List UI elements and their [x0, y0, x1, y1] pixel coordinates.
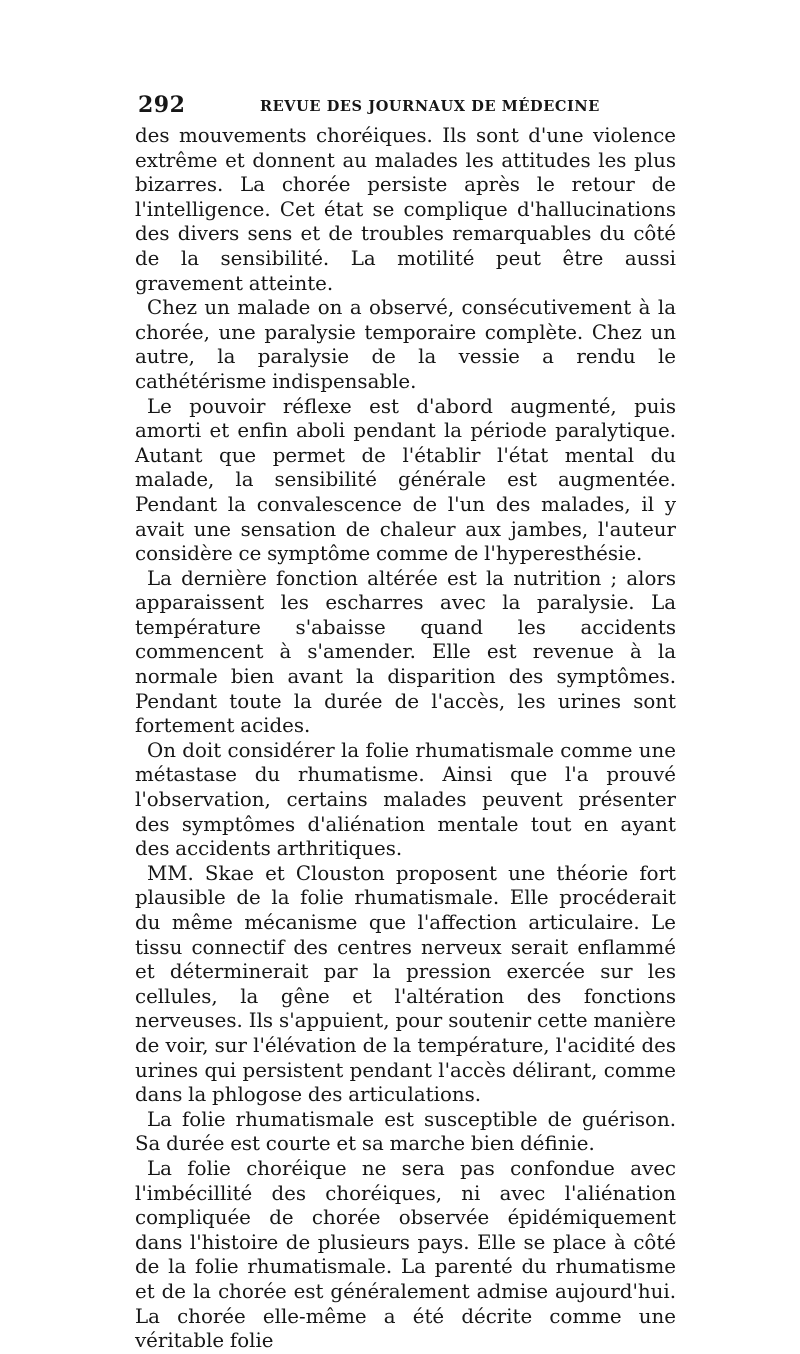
body-text: [135, 124, 676, 1354]
paragraph: La folie rhumatismale est susceptible de guérison. Sa durée est courte et sa marche bien définie.: [135, 1107, 676, 1156]
paragraph: La dernière fonction altérée est la nutrition ; alors apparaissent les escharres avec la paralysie. La température s'abaisse quand les accidents commencent à s'amender. Elle est revenue à la normale bien avant la disparition des symptômes. Pendant toute la durée de l'accès, les urines sont fortement acides.: [135, 566, 676, 738]
paragraph-continuation: des mouvements choréiques. Ils sont d'une violence extrême et donnent au malades les attitudes les plus bizarres. La chorée persiste après le retour de l'intelligence. Cet état se complique d'hallucinations des divers sens et de troubles remarquables du côté de la sensibilité. La motilité peut être aussi gravement atteinte.: [135, 124, 676, 295]
paragraph: Chez un malade on a observé, consécutivement à la chorée, une paralysie temporaire complète. Chez un autre, la paralysie de la vessie a rendu le cathétérisme indispensable.: [135, 296, 676, 393]
paragraph: MM. Skae et Clouston proposent une théorie fort plausible de la folie rhumatismale. Elle procéderait du même mécanisme que l'affection articulaire. Le tissu connectif des centres nerveux serait enflammé et déterminerait par la pression exercée sur les cellules, la gêne et l'altération des fonctions nerveuses. Ils s'appuient, pour soutenir cette manière de voir, sur l'élévation de la température, l'acidité des urines qui persistent pendant l'accès délirant, comme dans la phlogose des articulations.: [135, 861, 676, 1107]
paragraph: Le pouvoir réflexe est d'abord augmenté, puis amorti et enfin aboli pendant la période paralytique. Autant que permet de l'établir l'état mental du malade, la sensibilité générale est augmentée. Pendant la convalescence de l'un des malades, il y avait une sensation de chaleur aux jambes, l'auteur considère ce symptôme comme de l'hyperesthésie.: [135, 394, 676, 566]
running-title: REVUE DES JOURNAUX DE MÉDECINE: [260, 98, 600, 115]
page-number: 292: [138, 92, 186, 118]
paragraph: On doit considérer la folie rhumatismale comme une métastase du rhumatisme. Ainsi que l'a prouvé l'observation, certains malades peuvent présenter des symptômes d'aliénation mentale tout en ayant des accidents arthritiques.: [135, 738, 676, 861]
page-header: [138, 92, 676, 122]
paragraph: La folie choréique ne sera pas confondue avec l'imbécillité des choréiques, ni avec l'aliénation compliquée de chorée observée épidémiquement dans l'histoire de plusieurs pays. Elle se place à côté de la folie rhumatismale. La parenté du rhumatisme et de la chorée est généralement admise aujourd'hui. La chorée elle-même a été décrite comme une véritable folie: [135, 1156, 676, 1353]
